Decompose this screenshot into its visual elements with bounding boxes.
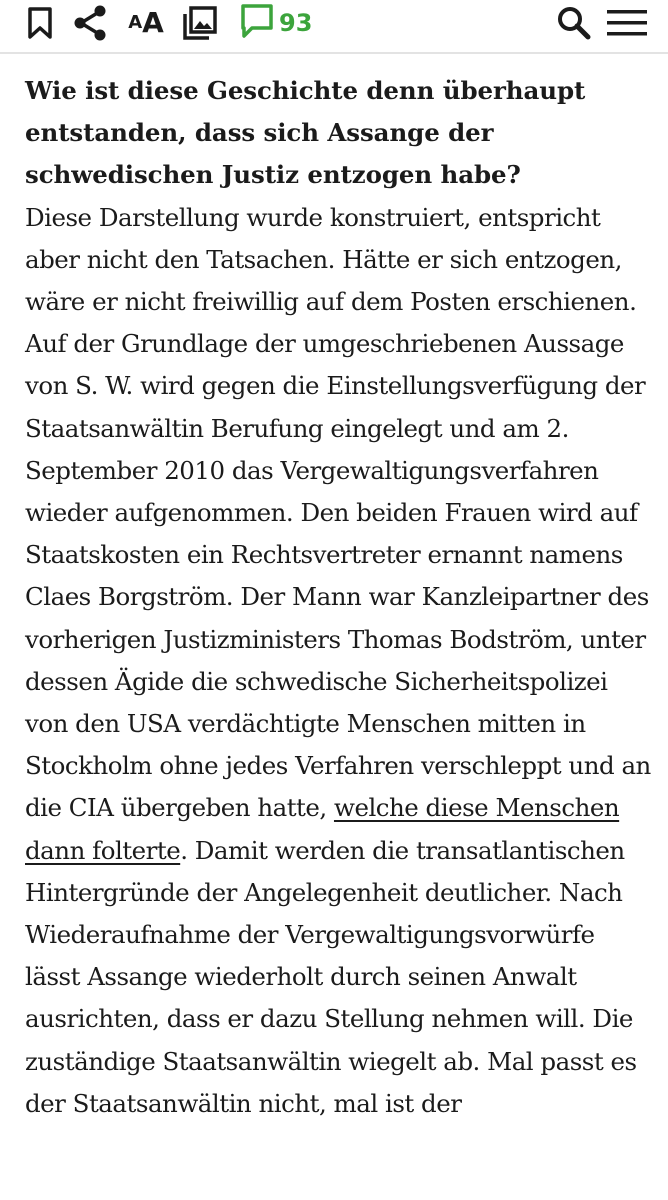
comment-count: 93 xyxy=(279,9,313,37)
search-icon[interactable] xyxy=(554,3,594,43)
interview-question: Wie ist diese Geschichte denn überhaupt entstanden, dass sich Assange der schwedischen Justiz entzogen habe? xyxy=(25,76,586,190)
answer-text-part2: . Damit werden die transatlantischen Hintergründe der Angelegenheit deutlicher. Nach Wiederaufnahme der Vergewaltigungsvorwürfe lässt Assange wiederholt durch seinen Anwalt ausrichten, dass er dazu Stellung nehmen will. Die zuständige Staatsanwältin wiegelt ab. Mal passt es der Staatsanwältin nicht, mal ist der xyxy=(25,835,637,1118)
comment-icon xyxy=(240,3,274,43)
gallery-icon[interactable] xyxy=(180,3,220,43)
comments-button[interactable] xyxy=(240,3,312,43)
answer-text-part1: Diese Darstellung wurde konstruiert, entspricht aber nicht den Tatsachen. Hätte er sich entzogen, wäre er nicht freiwillig auf dem Posten erschienen. Auf der Grundlage der umgeschriebenen Aussage von S. W. wird gegen die Einstellungsverfügung der Staatsanwältin Berufung eingelegt und am 2. September 2010 das Vergewaltigungsverfahren wieder aufgenommen. Den beiden Frauen wird auf Staatskosten ein Rechtsvertreter ernannt namens Claes Borgström. Der Mann war Kanzleipartner des vorherigen Justizministers Thomas Bodström, unter dessen Ägide die schwedische Sicherheitspolizei von den USA verdächtigte Menschen mitten in Stockholm ohne jedes Verfahren verschleppt und an die CIA übergeben hatte, xyxy=(25,202,651,823)
top-toolbar xyxy=(0,0,668,54)
bookmark-icon[interactable] xyxy=(20,3,60,43)
article-body xyxy=(25,70,653,1125)
font-size-icon[interactable] xyxy=(124,3,168,43)
menu-icon[interactable] xyxy=(604,3,650,43)
font-size-big-label: A xyxy=(142,6,164,39)
torture-article-link[interactable]: welche diese Menschen dann folterte xyxy=(25,793,620,865)
share-icon[interactable] xyxy=(70,3,110,43)
font-size-small-label: A xyxy=(128,12,143,33)
interview-answer xyxy=(25,197,653,1125)
